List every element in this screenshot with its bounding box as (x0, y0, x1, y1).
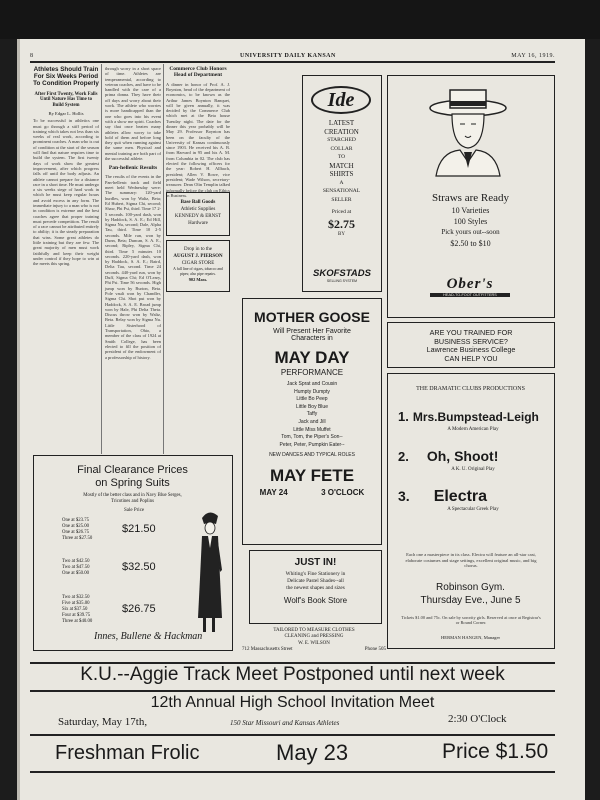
ad-line: STARCHED (327, 137, 356, 143)
sale-price-label: Sale Price (124, 508, 145, 513)
ad-line: KENNEDY & ERNST (174, 214, 222, 219)
was-price: One at $26.75 (62, 530, 90, 535)
fete-date-row (243, 488, 381, 497)
drama-production (398, 408, 548, 432)
ad-line: Tricotines and Poplins (111, 499, 154, 504)
ad-line: A (339, 179, 344, 186)
straws-price: $2.50 to $10 (450, 239, 491, 248)
man-straw-hat-illustration (428, 86, 508, 176)
panhellenic-title: Pan-hellenic Results (108, 165, 158, 171)
skofstads-logo: SKOFSTADS (313, 268, 371, 279)
just-in-title: JUST IN! (294, 557, 337, 568)
ad-line: CLEANING and PRESSING (284, 634, 344, 640)
ad-line: 10 Varieties (451, 206, 490, 215)
ad-line: Hardware (188, 221, 208, 226)
business-college-ad (387, 322, 555, 368)
ad-line: CAN HELP YOU (444, 353, 498, 363)
ad-line: Whiting's Fine Stationery in (285, 571, 346, 577)
was-price: Two at $32.50 (62, 595, 90, 600)
banner-rule (30, 734, 555, 736)
article-continued-text: through worry in a short space of time. Athletes are temperamental, according to veteran coaches, and have to be handled with the care of a prima donna. They have their off days and worry about their work. The athlete who worries is more handicapped than the one who goes into his event with a show me spirit. Coaches say that once beaten many athletes allow worry to take hold of them and before long they quit when running against the same men. Physical and mental training are both part of the successful athlete. (105, 66, 161, 162)
was-price: Three at $40.00 (62, 619, 93, 624)
ad-line: Lawrence Business College (426, 345, 516, 354)
subhead-line: After First Twenty, Work Falls (34, 91, 98, 97)
store-signature: Innes, Bullene & Hackman (94, 631, 203, 642)
sale-price: $21.50 (122, 523, 156, 535)
page-number: 8 (30, 53, 34, 59)
character-item: Little Bo Peep (296, 396, 328, 403)
cigar-store-ad (166, 240, 230, 292)
ad-line: 100 Styles (453, 217, 488, 226)
header-rule (30, 61, 555, 63)
commerce-headline (166, 66, 230, 79)
panhellenic-results: The results of the events in the Pan-hellenic track and field meet held Wednesday were: The summary: 120-yard hurdles, won by Waltz, Beta; Ed Hubert, Sigma Chi, second; Shaw, Phi Psi, third. Time 17 2-5 seconds. 100-yard dash, won by Haddock, S. A. E.; Ed Hill, Sigma Nu, second; Dale, Alpha Tau, third. Time 10 2-5 seconds. Mile run, won by Dunn, Beta; Duncan, S. A. E., second; Ripley, Sigma Chi, third. Time 5 minutes 10 seconds. 220-yard dash, won by Haddock, S. A. E.; Baird, Delta Tau, second. Time 24 seconds. 440-yard run, won by Duff, Sigma Chi; Ed O'Leary, Phi Psi. Time 56 seconds. High jump won by Burton, Beta. Pole vault won by Chandler, Sigma Chi. Shot put won by Haddock, S. A. E. Broad jump won by Hale, Phi Delta Theta. Discus throw won by Waltz, Beta. Relay won by Sigma Nu. Little Sisterhood of Transportation, Ohio, a member of the class of 1924 at Smith College, has been elected to fill the position of president of the endowment of a professorship of history. (105, 174, 161, 360)
article-headline (33, 66, 99, 88)
fete-date: MAY 24 (259, 488, 288, 498)
ad-line: MATCH (329, 161, 354, 170)
ide-copy (303, 119, 380, 239)
woman-suit-illustration (192, 508, 226, 638)
was-price: Six at $37.50 (62, 607, 88, 612)
article-subhead (33, 92, 99, 109)
may-fete-ad (242, 298, 382, 545)
character-item: Peter, Peter, Pumpkin Eater-- (279, 441, 345, 448)
headline-line: To Condition Properly (33, 80, 99, 88)
character-list (243, 381, 381, 449)
production-name: Electra (433, 488, 488, 505)
obers-logo: Ober's (446, 276, 494, 292)
ad-line: ARE YOU TRAINED FOR (429, 328, 513, 337)
mother-goose-title: MOTHER GOOSE (254, 309, 370, 325)
meet-athletes: 150 Star Missouri and Kansas Athletes (230, 719, 340, 727)
ad-line: BUSINESS SERVICE? (434, 336, 508, 346)
character-item: Humpty Dumpty (294, 388, 330, 395)
commerce-body: A dinner in honor of Prof. A. J. Boynton, head of the department of economics, to be known as the Arthur James Boynton Banquet, will be given annually, it was decided by the Commerce Club which met at the Beta house Tuesday night. The date for the dinner this year probably will be May 29. Professor Boynton has been on the faculty of the University of Kansas continuously since 1903. He received his A. B. from Harvard in 95 and his A. M. from Columbia in 02. The club has elected the following officers for the year: Robert H. Allbach, president; Allen V. Rowe, vice president; Wade Wilson, secretary-treasurer. Dean Olin Templin talked informally before the club on Ethics in Business. (166, 81, 230, 198)
headline-line: For Six Weeks Period (33, 73, 99, 81)
subhead-line: Build System (52, 102, 80, 108)
panhellenic-article (105, 66, 161, 519)
meet-time: 2:30 O'Clock (448, 713, 507, 725)
ide-price: $2.75 (328, 216, 355, 231)
masthead: UNIVERSITY DAILY KANSAN (240, 53, 336, 59)
ad-line: COLLAR (330, 145, 353, 152)
ide-collar-ad (302, 75, 382, 292)
article-body: To be successful in athletics one must go through a stiff period of training which takes not less than six weeks of real work, according to prominent coaches. A man who is out of condition at the start of the season will find that nature requires time to build the system. The first twenty days of work show the greatest improvement, after which progress falls off until the body adjusts. An athlete cannot prepare for a distance race in a short time. He must undergo a six weeks siege of hard work in which he must keep regular hours and avoid excess in any form. The immediate injury to a man who is not in condition is extreme and the best coaches agree that proper training must precede competition. The result of a race cannot be attributed entirely to ability; it is the steady preparation that wins. Some great athletes do little training but they are few. The great majority of men must work faithfully and keep their weight under control if they hope to win at the meets this spring. (33, 118, 100, 267)
ad-line: LATEST (328, 119, 355, 127)
baseball-ad (166, 192, 230, 236)
production-name: Mrs.Bumpstead-Leigh (412, 410, 539, 424)
banner-rule (30, 690, 555, 692)
title-line: on Spring Suits (95, 477, 170, 489)
column-rule (163, 64, 164, 454)
drama-note: Each one a masterpiece in its class. Electra will feature an all-star cast, elaborate costumes and stage settings, excellent original music, and big chorus. (405, 552, 537, 569)
ad-line: Drop in to the (184, 247, 212, 252)
freshman-frolic-title: Freshman Frolic (55, 742, 200, 764)
tailor-contact (242, 647, 386, 653)
was-price: One at $23.75 (62, 518, 90, 523)
production-desc: A K. U. Original Play (451, 467, 495, 472)
tailor-ad (242, 628, 386, 653)
ad-line: Pick yours out--soon (441, 228, 500, 236)
ad-line: PERFORMANCE (280, 368, 344, 377)
production-desc: A Modern American Play (447, 427, 499, 432)
was-price: Four at $39.75 (62, 613, 91, 618)
ad-line: W. E. WILSON (298, 640, 330, 646)
invitation-meet-title: 12th Annual High School Invitation Meet (150, 694, 435, 711)
headline-line: Commerce Club Honors (169, 66, 227, 72)
frolic-price: Price $1.50 (442, 740, 549, 763)
clearance-subtitle (34, 493, 231, 505)
ad-line: the newest shapes and sizes (286, 585, 345, 591)
was-prices-3 (62, 595, 92, 625)
ad-line: A full line of cigars, tobacco and pipes; also pipe repairs. (173, 267, 223, 276)
character-item: Jack and Jill (298, 418, 326, 425)
character-item: Taffy (306, 411, 318, 418)
ad-line: CIGAR STORE (181, 261, 215, 266)
ad-line: 902 Mass. (188, 277, 208, 282)
athletes-article (33, 66, 99, 418)
ad-line: Mostly of the better class and in Navy Blue Serges, (83, 493, 182, 498)
drama-production (398, 448, 548, 472)
was-price: One at $25.00 (62, 524, 90, 529)
character-item: Jack Sprat and Cousin (286, 381, 338, 387)
column-rule (101, 64, 102, 454)
track-meet-banner: K.U.--Aggie Track Meet Postponed until next week (80, 664, 505, 685)
was-price: Five at $35.00 (62, 601, 90, 606)
clearance-title (34, 464, 231, 490)
straw-hats-ad (387, 75, 555, 318)
sale-price: $26.75 (122, 603, 156, 615)
production-number: 1. (398, 409, 409, 424)
stationery-ad (249, 550, 382, 624)
ad-line: CREATION (324, 127, 359, 136)
ad-line: Delicate Pastel Shades--all (287, 578, 344, 584)
ad-line: SELLER (331, 196, 352, 203)
drama-title: THE DRAMATIC CLUBS PRODUCTIONS (416, 386, 525, 392)
headline-line: Athletes Should Train (33, 66, 99, 73)
drama-tickets: Tickets $1.00 and 75c. On sale by sorority girls. Reserved at once at Registrar's or Round Corner. (401, 615, 541, 626)
tailor-phone: Phone 505 (364, 646, 386, 652)
drama-manager: HERMAN HANGEN, Manager (440, 635, 501, 640)
byline: By Edgar L. Hollis (48, 111, 84, 117)
ad-line: Will Present Her Favorite (273, 328, 351, 335)
subhead-line: Until Nature Has Time to (40, 97, 92, 103)
ad-line: Characters in (291, 335, 333, 342)
ad-line: TO (337, 154, 346, 160)
ad-line: Athletic Supplies (180, 207, 216, 212)
was-price: Two at $47.50 (62, 565, 90, 570)
commerce-article (166, 66, 230, 198)
ad-line: SENSATIONAL (322, 188, 361, 194)
headline-line: Head of Department (173, 72, 223, 79)
ide-logo: Ide (311, 86, 371, 114)
was-price: Two at $42.50 (62, 559, 90, 564)
straws-title: Straws are Ready (432, 192, 509, 204)
skofstads-tagline: SELLING SYSTEM (326, 279, 358, 283)
frolic-date: May 23 (276, 740, 349, 765)
ad-line: Base Ball Goods (180, 200, 216, 205)
ad-line: AUGUST J. PIERSON (173, 254, 223, 259)
production-number: 3. (398, 488, 410, 504)
page-header (30, 53, 555, 59)
title-line: Final Clearance Prices (77, 464, 188, 476)
straws-copy (388, 192, 553, 249)
character-item: Little Miss Muffet (293, 426, 331, 433)
drama-production (398, 488, 548, 512)
tailor-address: 712 Massachusetts Street (242, 646, 293, 652)
meet-date: Saturday, May 17th, (58, 716, 148, 728)
production-desc: A Spectacular Greek Play (447, 507, 499, 512)
was-price: Three at $27.50 (62, 536, 93, 541)
drama-venue: Robinson Gym. (436, 582, 505, 593)
fete-time: 3 O'CLOCK (321, 488, 365, 498)
may-day-title: MAY DAY (274, 348, 350, 367)
production-number: 2. (398, 449, 409, 464)
ad-line: BY (338, 231, 345, 237)
bookstore-name: Wolf's Book Store (283, 596, 348, 605)
ad-line: TAILORED TO MEASURE CLOTHES (273, 628, 355, 633)
ad-line: SHIRTS (329, 170, 354, 178)
scan-top-margin (0, 0, 600, 39)
obers-tagline: HEAD-TO-FOOT OUTFITTERS (430, 293, 510, 297)
was-price: One at $50.00 (62, 571, 90, 576)
ad-line: Priced at (331, 209, 352, 215)
character-item: Little Boy Blue (296, 403, 328, 410)
character-item: Tom, Tom, the Piper's Son-- (281, 434, 343, 441)
drama-date: Thursday Eve., June 5 (420, 595, 521, 606)
issue-date: MAY 16, 1919. (511, 53, 555, 59)
production-name: Oh, Shoot! (426, 448, 499, 464)
may-fete-title: MAY FETE (269, 466, 355, 486)
clearance-sale-ad (33, 455, 233, 651)
dramatic-clubs-ad (387, 373, 555, 649)
was-prices-1 (62, 518, 92, 542)
was-prices-2 (62, 559, 90, 577)
banner-rule (30, 771, 555, 773)
ad-line: NEW DANCES AND TYPICAL ROLES (269, 452, 355, 459)
sale-price: $32.50 (122, 561, 156, 573)
